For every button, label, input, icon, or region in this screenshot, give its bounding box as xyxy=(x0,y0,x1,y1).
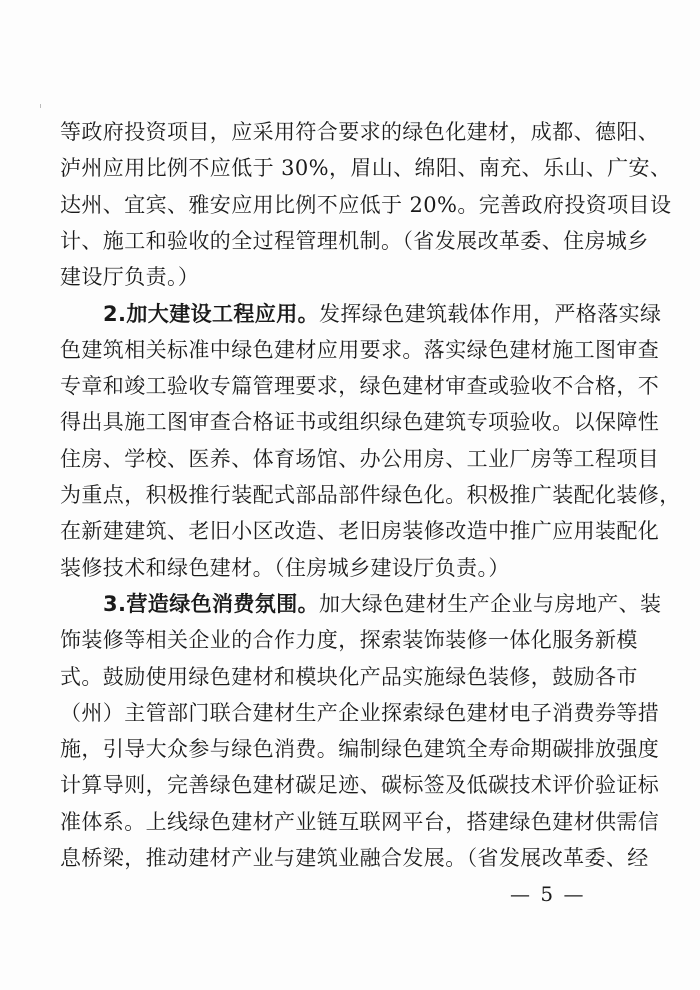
body-line: 得出具施工图审查合格证书或组织绿色建筑专项验收。以保障性 xyxy=(60,410,660,435)
body-line: 专章和竣工验收专篇管理要求，绿色建材审查或验收不合格，不 xyxy=(60,374,660,399)
body-line: 建设厅负责。） xyxy=(60,265,200,290)
body-line: 式。鼓励使用绿色建材和模块化产品实施绿色装修，鼓励各市 xyxy=(60,664,638,689)
section-2-first-line xyxy=(103,300,661,328)
section-2-heading: 2.加大建设工程应用。 xyxy=(103,301,319,326)
body-line: 计算导则，完善绿色建材碳足迹、碳标签及低碳技术评价验证标 xyxy=(60,773,660,798)
body-line: （州）主管部门联合建材生产企业探索绿色建材电子消费券等措 xyxy=(60,700,660,725)
section-3-first-line-text: 加大绿色建材生产企业与房地产、装 xyxy=(319,591,662,616)
margin-mark xyxy=(40,104,41,108)
body-line: 为重点，积极推行装配式部品部件绿色化。积极推广装配化装修， xyxy=(60,483,681,507)
body-line: 息桥梁，推动建材产业与建筑业融合发展。（省发展改革委、经 xyxy=(60,846,649,870)
body-line: 施，引导大众参与绿色消费。编制绿色建筑全寿命期碳排放强度 xyxy=(60,737,660,762)
body-line: 计、施工和验收的全过程管理机制。（省发展改革委、住房城乡 xyxy=(60,228,649,253)
body-line: 在新建建筑、老旧小区改造、老旧房装修改造中推广应用装配化 xyxy=(60,519,660,544)
body-line: 准体系。上线绿色建材产业链互联网平台，搭建绿色建材供需信 xyxy=(60,809,660,834)
body-line: 泸州应用比例不应低于 30%，眉山、绵阳、南充、乐山、广安、 xyxy=(60,156,672,181)
body-line: 饰装修等相关企业的合作力度，探索装饰装修一体化服务新模 xyxy=(60,628,638,653)
body-line: 等政府投资项目，应采用符合要求的绿色化建材，成都、德阳、 xyxy=(60,120,660,144)
body-line: 色建筑相关标准中绿色建材应用要求。落实绿色建材施工图审查 xyxy=(60,337,660,362)
section-3-heading: 3.营造绿色消费氛围。 xyxy=(103,591,319,616)
section-2-first-line-text: 发挥绿色建筑载体作用，严格落实绿 xyxy=(319,301,662,326)
page-number: — 5 — xyxy=(510,882,586,907)
section-3-first-line xyxy=(103,590,661,618)
body-line: 住房、学校、医养、体育场馆、办公用房、工业厂房等工程项目 xyxy=(60,446,660,471)
body-line: 装修技术和绿色建材。（住房城乡建设厅负责。） xyxy=(60,555,510,580)
body-line: 达州、宜宾、雅安应用比例不应低于 20%。完善政府投资项目设 xyxy=(60,192,672,217)
